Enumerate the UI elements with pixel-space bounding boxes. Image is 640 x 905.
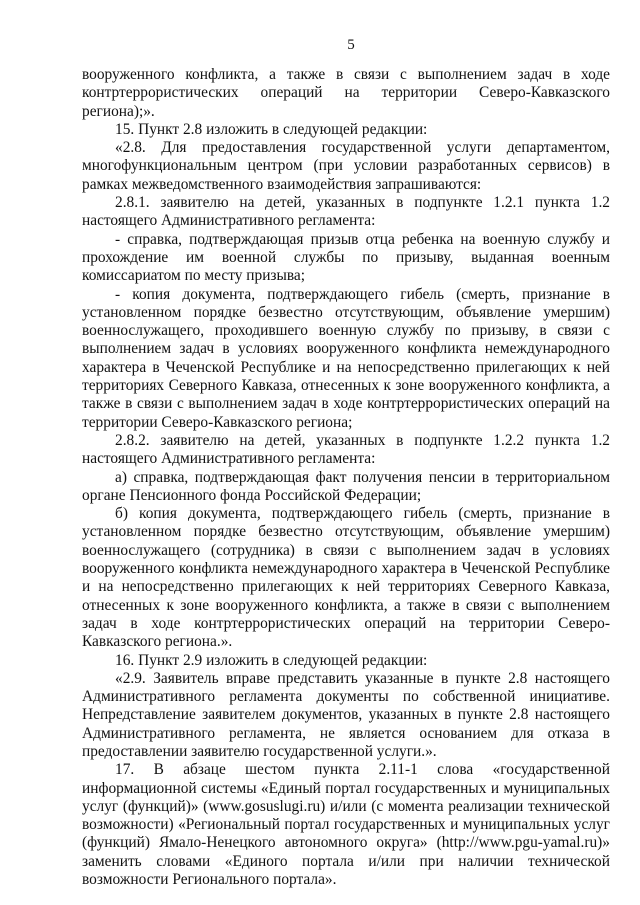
paragraph-item-17: 17. В абзаце шестом пункта 2.11-1 слова «государственной информационной системы «Единый портал государственных и муниципальных услуг (функций)» (www.gosuslugi.ru) и/или (с момента реализации технической возможности) «Региональный портал государственных и муниципальных услуг (функций) Ямало-Ненецкого автономного округа» (http://www.pgu-yamal.ru)» заменить словами «Единого портала и/или при наличии технической возможности Регионального портала». (82, 761, 610, 889)
paragraph-clause-2-9: «2.9. Заявитель вправе представить указанные в пункте 2.8 настоящего Административного регламента документы по собственной инициативе. Непредставление заявителем документов, указанных в пункте 2.8 настоящего Административного регламента, не является основанием для отказа в предоставлении заявителю государственной услуги.». (82, 669, 610, 760)
paragraph-subitem-b: б) копия документа, подтверждающего гибель (смерть, признание в установленном порядке безвестно отсутствующим, объявление умершим) военнослужащего (сотрудника) в связи с выполнением задач в условиях вооруженного конфликта немеждународного характера в Чеченской Республике и на непосредственно прилегающих к ней территориях Северного Кавказа, отнесенных к зоне вооруженного конфликта, а также в связи с выполнением задач в ходе контртеррористических операций на территории Северо-Кавказского региона.». (82, 505, 610, 651)
paragraph-item-16: 16. Пункт 2.9 изложить в следующей редакции: (115, 651, 428, 669)
page-number: 5 (347, 37, 355, 53)
paragraph-subitem-a: а) справка, подтверждающая факт получения пенсии в территориальном органе Пенсионного фонда Российской Федерации; (82, 468, 610, 504)
paragraph-dash-copy: - копия документа, подтверждающего гибель (смерть, признание в установленном порядке безвестно отсутствующим, объявление умершим) военнослужащего, проходившего военную службу по призыву, в связи с выполнением задач в условиях вооруженного конфликта немеждународного характера в Чеченской Республике и на непосредственно прилегающих к ней территориях Северного Кавказа, отнесенных к зоне вооруженного конфликта, а также в связи с выполнением задач в ходе контртеррористических операций на территории Северо-Кавказского региона; (82, 285, 610, 431)
paragraph-clause-2-8-1: 2.8.1. заявителю на детей, указанных в подпункте 1.2.1 пункта 1.2 настоящего Административного регламента: (82, 194, 610, 230)
paragraph-dash-certificate: - справка, подтверждающая призыв отца ребенка на военную службу и прохождение им военной службы по призыву, выданная военным комиссариатом по месту призыва; (82, 230, 610, 285)
paragraph-clause-2-8-2: 2.8.2. заявителю на детей, указанных в подпункте 1.2.2 пункта 1.2 настоящего Административного регламента: (82, 431, 610, 468)
paragraph-clause-2-8: «2.8. Для предоставления государственной услуги департаментом, многофункциональным центром (при условии разработанных сервисов) в рамках межведомственного взаимодействия запрашиваются: (82, 139, 610, 193)
paragraph-continuation: вооруженного конфликта, а также в связи с выполнением задач в ходе контртеррористических операций на территории Северо-Кавказского региона);». (82, 66, 610, 120)
paragraph-item-15: 15. Пункт 2.8 изложить в следующей редакции: (115, 120, 428, 138)
